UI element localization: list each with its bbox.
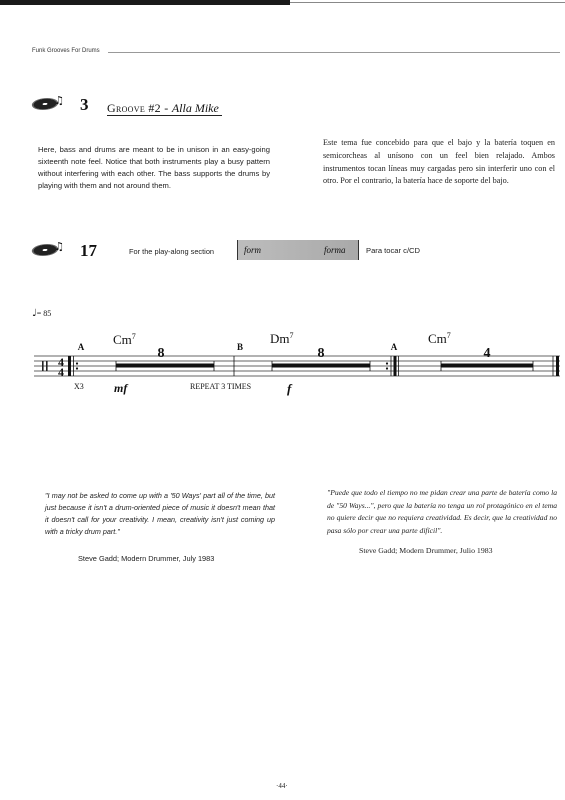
dynamic-f: f [287, 381, 292, 396]
form-box-right-edge [358, 240, 359, 260]
rehearsal-mark-a: A [390, 342, 398, 352]
quote-spanish: "Puede que todo el tiempo no me pidan crear una parte de batería como la de "50 Ways...", pero que la batería no tenga un rol protagónico en el tema no quiere decir que no requiera creatividad. Es decir, que la creatividad no pasa sólo por crear una parte difícil". [327, 488, 557, 535]
form-word-es: forma [324, 245, 346, 255]
quote-spanish-citation: Steve Gadd; Modern Drummer, Julio 1983 [359, 546, 493, 555]
multi-bar-rest [441, 364, 533, 368]
multi-bar-rest [116, 364, 214, 368]
repeat-count: X3 [74, 382, 84, 391]
chord-symbol [113, 332, 136, 347]
quarter-note-icon: ♩ [32, 308, 37, 319]
description-english: Here, bass and drums are meant to be in unison in an easy-going sixteenth note feel. Notice that both instruments play a busy pattern without interfering with each other. The bass supports the drums by playing with them and not around them. [38, 145, 270, 190]
repeat-instruction: REPEAT 3 TIMES [190, 382, 252, 391]
multi-bar-rest-count: 8 [157, 346, 165, 361]
description-spanish: Este tema fue concebido para que el bajo y la batería toquen en semicorcheas al unísono con un feel bien relajado. Ambos instrumentos tocan líneas muy cargadas pero sin interferir uno con el otro. Por el contrario, la batería hace de soporte del bajo. [323, 138, 555, 186]
dynamic-mf: mf [114, 381, 128, 395]
multi-bar-rest [272, 364, 370, 368]
rehearsal-mark-a: A [77, 342, 85, 352]
chord-symbol [428, 331, 451, 346]
multi-bar-rest-count: 4 [483, 346, 491, 361]
top-decorative-bar [0, 0, 290, 5]
playalong-label-es: Para tocar c/CD [366, 246, 421, 255]
time-signature-top: 4 [58, 355, 64, 369]
rehearsal-mark-b: B [236, 342, 244, 352]
chord-extension: 7 [131, 332, 136, 341]
chord-extension: 7 [446, 331, 451, 340]
chord-root: Dm [270, 331, 290, 346]
chord-root: Cm [113, 332, 132, 347]
cd-music-icon: ♫ [32, 96, 60, 112]
cd-track-marker [32, 94, 64, 117]
groove-title-name: Alla Mike [171, 101, 219, 115]
top-decorative-rule [290, 2, 565, 3]
form-box-left-edge [237, 240, 238, 260]
groove-title [107, 101, 219, 116]
playalong-track-number: 17 [80, 241, 97, 260]
groove-title-underline [107, 115, 222, 116]
form-word-en: form [244, 245, 262, 255]
running-header-rule [108, 52, 560, 53]
quote-english-citation: Steve Gadd; Modern Drummer, July 1983 [78, 554, 215, 563]
quote-english: "I may not be asked to come up with a '50 Ways' part all of the time, but just because it isn't a drum-oriented piece of music it doesn't mean that it doesn't call for your creativity. I mean, creativity isn't just coming up with a tricky drum part." [45, 491, 275, 536]
chord-symbol [270, 331, 294, 346]
tempo-marking [32, 308, 51, 319]
chord-root: Cm [428, 331, 447, 346]
page-number: ·44· [276, 782, 288, 790]
playalong-cd-marker [32, 240, 64, 263]
chord-extension: 7 [289, 331, 294, 340]
cd-music-icon: ♫ [32, 242, 60, 258]
groove-title-prefix: Groove #2 - [107, 101, 172, 115]
playalong-label-en: For the play-along section [129, 247, 215, 256]
tempo-value: = 85 [36, 309, 52, 318]
page-number-value: 44 [278, 782, 286, 790]
score-staff [0, 322, 565, 402]
groove-track-number: 3 [80, 95, 89, 114]
running-header: Funk Grooves For Drums [32, 48, 100, 54]
time-signature-bottom: 4 [58, 365, 64, 379]
multi-bar-rest-count: 8 [317, 346, 325, 361]
